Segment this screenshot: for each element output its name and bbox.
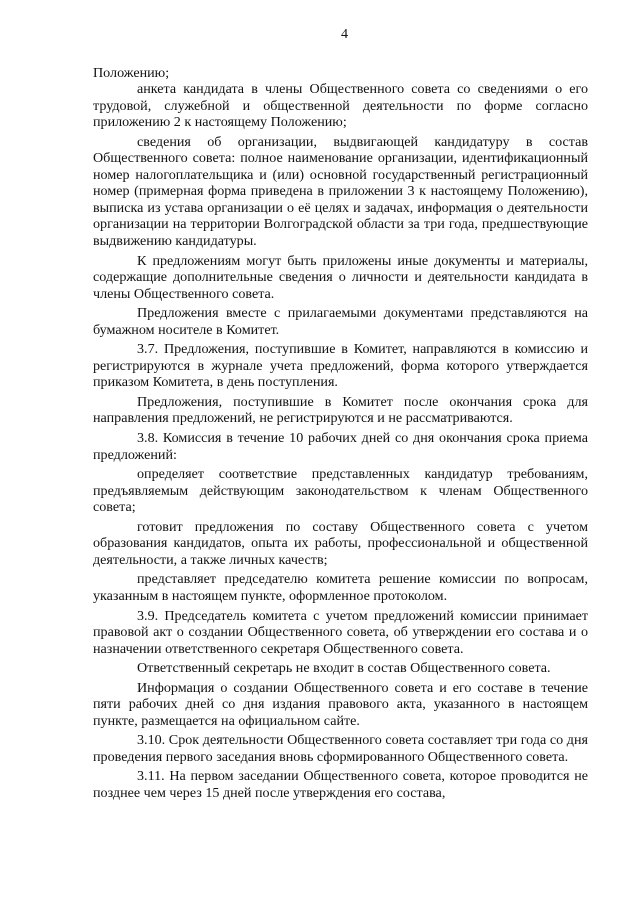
paragraph: Предложения, поступившие в Комитет после окончания срока для направления предложений, не регистрируются и не рассматриваются. xyxy=(93,393,588,427)
paragraph: Положению; xyxy=(93,64,170,81)
paragraph: сведения об организации, выдвигающей кандидатуру в состав Общественного совета: полное наименование организации, идентификационный номер налогоплательщика и (или) основной государственный регистрационный номер (примерная форма приведена в приложении 3 к настоящему Положению), выписка из устава организации о её целях и задачах, информация о деятельности организации на территории Волгоградской области за три года, предшествующие выдвижению кандидатуры. xyxy=(93,133,588,250)
paragraph: Предложения вместе с прилагаемыми документами представляются на бумажном носителе в Комитет. xyxy=(93,305,588,338)
paragraph: Информация о создании Общественного совета и его составе в течение пяти рабочих дней со дня издания правового акта, указанного в настоящем пункте, размещается на официальном сайте. xyxy=(93,679,588,729)
page-number: 4 xyxy=(340,26,349,42)
document-body xyxy=(93,65,588,802)
paragraph: Ответственный секретарь не входит в состав Общественного совета. xyxy=(137,660,551,677)
paragraph: 3.8. Комиссия в течение 10 рабочих дней со дня окончания срока приема предложений: xyxy=(93,430,588,463)
paragraph: К предложениям могут быть приложены иные документы и материалы, содержащие дополнительные сведения о личности и деятельности кандидата в члены Общественного совета. xyxy=(93,252,588,302)
paragraph: 3.7. Предложения, поступившие в Комитет, направляются в комиссию и регистрируются в журнале учета предложений, форма которого утверждается приказом Комитета, в день поступления. xyxy=(93,341,588,391)
paragraph: анкета кандидата в члены Общественного совета со сведениями о его трудовой, служебной и общественной деятельности по форме согласно приложению 2 к настоящему Положению; xyxy=(93,81,588,131)
paragraph: готовит предложения по составу Общественного совета с учетом образования кандидатов, опыта их работы, профессиональной и общественной деятельности, а также личных качеств; xyxy=(93,518,588,568)
paragraph: определяет соответствие представленных кандидатур требованиям, предъявляемым действующим законодательством к членам Общественного совета; xyxy=(93,466,588,516)
paragraph: 3.10. Срок деятельности Общественного совета составляет три года со дня проведения первого заседания вновь сформированного Общественного совета. xyxy=(93,732,588,765)
paragraph: представляет председателю комитета решение комиссии по вопросам, указанным в настоящем пункте, оформленное протоколом. xyxy=(93,571,588,604)
paragraph: 3.11. На первом заседании Общественного совета, которое проводится не позднее чем через 15 дней после утверждения его состава, xyxy=(93,768,588,801)
paragraph: 3.9. Председатель комитета с учетом предложений комиссии принимает правовой акт о создании Общественного совета, об утверждении его состава и о назначении ответственного секретаря Общественного совета. xyxy=(93,607,588,657)
